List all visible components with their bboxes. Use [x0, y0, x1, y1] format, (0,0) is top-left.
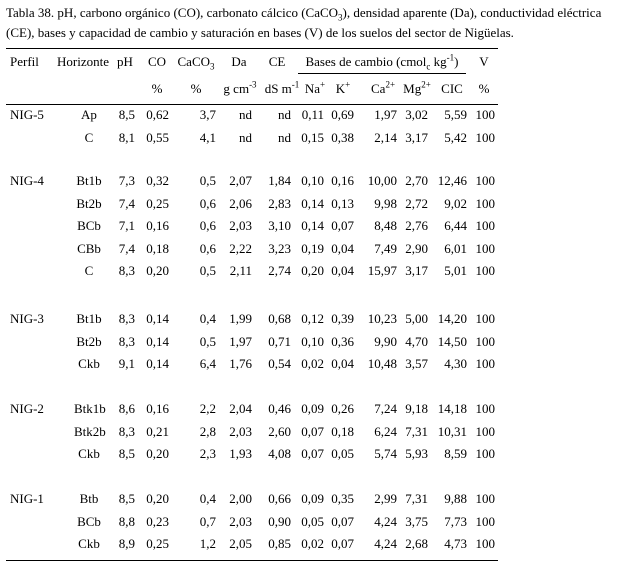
cell-na: 0,07	[301, 446, 324, 461]
cell-co: 0,20	[146, 491, 169, 506]
header-co-unit: %	[151, 81, 163, 96]
cell-v: 100	[475, 107, 495, 122]
cell-na: 0,12	[301, 311, 324, 326]
cell-mg: 7,31	[405, 424, 428, 439]
cell-da: 2,07	[229, 173, 252, 188]
cell-na: 0,11	[301, 107, 324, 122]
perfil-label: NIG-2	[10, 401, 44, 416]
cell-ph: 7,3	[118, 173, 135, 188]
cell-v: 100	[475, 514, 495, 529]
cell-da: 2,03	[229, 424, 252, 439]
cell-mg: 3,75	[405, 514, 428, 529]
cell-ca: 5,74	[374, 446, 397, 461]
cell-ce: 0,68	[268, 311, 291, 326]
cell-k: 0,39	[331, 311, 354, 326]
cell-cic: 14,18	[437, 401, 467, 416]
cell-caco3: 0,6	[199, 218, 216, 233]
header-ca: $Ca^{2+}$	[370, 79, 396, 96]
cell-horizonte: Ap	[81, 107, 97, 122]
cell-mg: 3,57	[405, 356, 428, 371]
cell-caco3: 0,5	[199, 173, 216, 188]
cell-ca: 2,14	[374, 130, 397, 145]
cell-horizonte: BCb	[77, 514, 101, 529]
header-co: CO	[147, 54, 167, 69]
cell-cic: 12,46	[437, 173, 467, 188]
cell-v: 100	[475, 311, 495, 326]
cell-horizonte: Ckb	[78, 536, 100, 551]
cell-da: 1,99	[229, 311, 252, 326]
bases-header-rule	[298, 73, 466, 74]
cell-horizonte: CBb	[77, 241, 101, 256]
cell-cic: 8,59	[444, 446, 467, 461]
perfil-label: NIG-5	[10, 107, 44, 122]
cell-ce: 0,66	[268, 491, 291, 506]
cell-k: 0,26	[331, 401, 354, 416]
cell-ph: 8,3	[118, 334, 135, 349]
cell-ce: 2,74	[268, 263, 291, 278]
cell-v: 100	[475, 356, 495, 371]
cell-co: 0,62	[146, 107, 169, 122]
cell-mg: 4,70	[405, 334, 428, 349]
cell-co: 0,20	[146, 446, 169, 461]
cell-caco3: 2,2	[199, 401, 216, 416]
cell-v: 100	[475, 218, 495, 233]
cell-ph: 8,5	[118, 491, 135, 506]
cell-ph: 8,6	[118, 401, 135, 416]
cell-na: 0,14	[301, 218, 324, 233]
cell-ph: 8,1	[118, 130, 135, 145]
cell-ph: 8,3	[118, 263, 135, 278]
cell-v: 100	[475, 241, 495, 256]
cell-v: 100	[475, 491, 495, 506]
cell-mg: 5,93	[405, 446, 428, 461]
cell-co: 0,32	[146, 173, 169, 188]
cell-cic: 7,73	[444, 514, 467, 529]
cell-mg: 3,17	[405, 130, 428, 145]
cell-mg: 7,31	[405, 491, 428, 506]
cell-na: 0,09	[301, 491, 324, 506]
cell-ce: 3,23	[268, 241, 291, 256]
cell-ph: 8,8	[118, 514, 135, 529]
cell-k: 0,38	[331, 130, 354, 145]
cell-mg: 2,68	[405, 536, 428, 551]
cell-cic: 4,73	[444, 536, 467, 551]
cell-ca: 9,98	[374, 196, 397, 211]
header-caco3-unit: %	[190, 81, 202, 96]
cell-horizonte: Btk1b	[74, 401, 106, 416]
cell-mg: 5,00	[405, 311, 428, 326]
cell-ph: 8,9	[118, 536, 135, 551]
caption-line-1: Tabla 38. pH, carbono orgánico (CO), carbonato cálcico (CaCO$_3$), densidad aparente (Da), conductividad eléctrica	[6, 5, 602, 23]
header-caco3: CaCO$_3$	[177, 54, 215, 72]
header-perfil: Perfil	[10, 54, 39, 69]
cell-da: 1,93	[229, 446, 252, 461]
cell-v: 100	[475, 173, 495, 188]
cell-cic: 5,42	[444, 130, 467, 145]
cell-caco3: 4,1	[199, 130, 216, 145]
cell-co: 0,14	[146, 334, 169, 349]
cell-cic: 5,59	[444, 107, 467, 122]
cell-mg: 2,72	[405, 196, 428, 211]
cell-co: 0,18	[146, 241, 169, 256]
cell-ca: 8,48	[374, 218, 397, 233]
cell-k: 0,18	[331, 424, 354, 439]
cell-ph: 7,4	[118, 196, 135, 211]
cell-na: 0,10	[301, 173, 324, 188]
cell-da: 2,00	[229, 491, 252, 506]
cell-v: 100	[475, 130, 495, 145]
cell-k: 0,04	[331, 356, 354, 371]
cell-v: 100	[475, 196, 495, 211]
cell-mg: 2,90	[405, 241, 428, 256]
cell-ph: 8,3	[118, 424, 135, 439]
cell-k: 0,07	[331, 514, 354, 529]
cell-horizonte: C	[84, 263, 94, 278]
cell-na: 0,10	[301, 334, 324, 349]
cell-ce: 2,60	[268, 424, 291, 439]
header-v-unit: %	[478, 81, 490, 96]
cell-cic: 9,02	[444, 196, 467, 211]
cell-horizonte: C	[84, 130, 94, 145]
table-top-rule	[6, 48, 498, 49]
cell-caco3: 2,8	[199, 424, 216, 439]
cell-caco3: 0,6	[199, 196, 216, 211]
table-header-rule	[6, 104, 498, 105]
cell-na: 0,20	[301, 263, 324, 278]
cell-k: 0,36	[331, 334, 354, 349]
cell-da: nd	[239, 107, 252, 122]
cell-da: 1,97	[229, 334, 252, 349]
cell-caco3: 3,7	[199, 107, 216, 122]
cell-na: 0,02	[301, 356, 324, 371]
cell-horizonte: Ckb	[78, 446, 100, 461]
cell-v: 100	[475, 424, 495, 439]
cell-co: 0,20	[146, 263, 169, 278]
cell-caco3: 0,4	[199, 311, 216, 326]
cell-mg: 2,76	[405, 218, 428, 233]
header-cic: CIC	[441, 81, 463, 96]
cell-cic: 14,50	[437, 334, 467, 349]
header-bases: Bases de cambio (cmol$_c$ $kg^{-1}$)	[305, 52, 459, 72]
cell-cic: 5,01	[444, 263, 467, 278]
cell-da: 2,06	[229, 196, 252, 211]
cell-ph: 9,1	[118, 356, 135, 371]
cell-da: 2,05	[229, 536, 252, 551]
cell-k: 0,07	[331, 218, 354, 233]
cell-co: 0,14	[146, 356, 169, 371]
cell-ca: 10,23	[367, 311, 397, 326]
cell-horizonte: Bt1b	[76, 173, 102, 188]
cell-co: 0,25	[146, 196, 169, 211]
cell-ca: 10,48	[367, 356, 397, 371]
cell-da: 2,03	[229, 514, 252, 529]
cell-ce: 4,08	[268, 446, 291, 461]
cell-co: 0,16	[146, 218, 169, 233]
cell-ca: 7,24	[374, 401, 397, 416]
cell-caco3: 0,7	[199, 514, 216, 529]
cell-ce: 0,90	[268, 514, 291, 529]
cell-k: 0,04	[331, 263, 354, 278]
cell-k: 0,13	[331, 196, 354, 211]
cell-caco3: 0,4	[199, 491, 216, 506]
cell-ce: 0,46	[268, 401, 291, 416]
cell-v: 100	[475, 446, 495, 461]
cell-ce: nd	[278, 107, 291, 122]
header-horizonte: Horizonte	[57, 54, 109, 69]
cell-co: 0,23	[146, 514, 169, 529]
cell-k: 0,16	[331, 173, 354, 188]
cell-caco3: 0,5	[199, 263, 216, 278]
cell-ce: 2,83	[268, 196, 291, 211]
cell-na: 0,19	[301, 241, 324, 256]
header-mg: $Mg^{2+}$	[403, 79, 431, 96]
perfil-label: NIG-4	[10, 173, 44, 188]
cell-co: 0,14	[146, 311, 169, 326]
table-bottom-rule	[6, 560, 498, 561]
cell-ca: 15,97	[367, 263, 397, 278]
cell-cic: 14,20	[437, 311, 467, 326]
caption-line-2: (CE), bases y capacidad de cambio y saturación en bases (V) de los suelos del sector de Nigüelas.	[6, 25, 514, 40]
cell-horizonte: Bt2b	[76, 196, 102, 211]
cell-ca: 6,24	[374, 424, 397, 439]
cell-ph: 8,3	[118, 311, 135, 326]
cell-k: 0,05	[331, 446, 354, 461]
cell-v: 100	[475, 536, 495, 551]
cell-k: 0,07	[331, 536, 354, 551]
header-ce-unit: dS $m^{-1}$	[264, 79, 300, 96]
cell-ph: 8,5	[118, 107, 135, 122]
cell-co: 0,16	[146, 401, 169, 416]
cell-ce: 1,84	[268, 173, 291, 188]
cell-ca: 4,24	[374, 536, 397, 551]
cell-na: 0,15	[301, 130, 324, 145]
header-k: K+	[335, 79, 351, 96]
cell-co: 0,25	[146, 536, 169, 551]
cell-cic: 6,01	[444, 241, 467, 256]
cell-k: 0,69	[331, 107, 354, 122]
header-na: Na+	[304, 79, 326, 96]
cell-co: 0,21	[146, 424, 169, 439]
cell-ce: 0,85	[268, 536, 291, 551]
perfil-label: NIG-1	[10, 491, 44, 506]
cell-mg: 9,18	[405, 401, 428, 416]
cell-caco3: 0,5	[199, 334, 216, 349]
cell-cic: 4,30	[444, 356, 467, 371]
cell-v: 100	[475, 334, 495, 349]
cell-horizonte: Ckb	[78, 356, 100, 371]
cell-co: 0,55	[146, 130, 169, 145]
cell-ca: 4,24	[374, 514, 397, 529]
cell-da: 2,11	[229, 263, 252, 278]
cell-na: 0,14	[301, 196, 324, 211]
header-v: V	[479, 54, 489, 69]
cell-horizonte: Bt1b	[76, 311, 102, 326]
cell-ce: 3,10	[268, 218, 291, 233]
cell-k: 0,04	[331, 241, 354, 256]
cell-ph: 7,4	[118, 241, 135, 256]
cell-ca: 1,97	[374, 107, 397, 122]
cell-na: 0,07	[301, 424, 324, 439]
header-ph: pH	[117, 54, 133, 69]
cell-caco3: 0,6	[199, 241, 216, 256]
perfil-label: NIG-3	[10, 311, 44, 326]
cell-cic: 9,88	[444, 491, 467, 506]
cell-horizonte: BCb	[77, 218, 101, 233]
header-da: Da	[231, 54, 247, 69]
cell-mg: 2,70	[405, 173, 428, 188]
cell-da: 1,76	[229, 356, 252, 371]
cell-ph: 7,1	[118, 218, 135, 233]
cell-caco3: 2,3	[199, 446, 216, 461]
cell-da: 2,04	[229, 401, 252, 416]
cell-ca: 9,90	[374, 334, 397, 349]
cell-horizonte: Btk2b	[74, 424, 106, 439]
cell-ce: 0,54	[268, 356, 291, 371]
cell-da: 2,22	[229, 241, 252, 256]
cell-ph: 8,5	[118, 446, 135, 461]
cell-ce: nd	[278, 130, 291, 145]
cell-ca: 7,49	[374, 241, 397, 256]
cell-horizonte: Bt2b	[76, 334, 102, 349]
header-ce: CE	[268, 54, 286, 69]
cell-mg: 3,02	[405, 107, 428, 122]
table-caption	[6, 3, 628, 43]
cell-da: 2,03	[229, 218, 252, 233]
cell-mg: 3,17	[405, 263, 428, 278]
header-da-unit: g $cm^{-3}$	[223, 79, 257, 96]
cell-na: 0,09	[301, 401, 324, 416]
cell-ce: 0,71	[268, 334, 291, 349]
cell-caco3: 6,4	[199, 356, 216, 371]
cell-v: 100	[475, 401, 495, 416]
cell-horizonte: Btb	[79, 491, 99, 506]
cell-caco3: 1,2	[199, 536, 216, 551]
cell-k: 0,35	[331, 491, 354, 506]
cell-cic: 10,31	[437, 424, 467, 439]
cell-ca: 2,99	[374, 491, 397, 506]
cell-na: 0,02	[301, 536, 324, 551]
cell-da: nd	[239, 130, 252, 145]
cell-cic: 6,44	[444, 218, 467, 233]
cell-na: 0,05	[301, 514, 324, 529]
cell-v: 100	[475, 263, 495, 278]
cell-ca: 10,00	[367, 173, 397, 188]
